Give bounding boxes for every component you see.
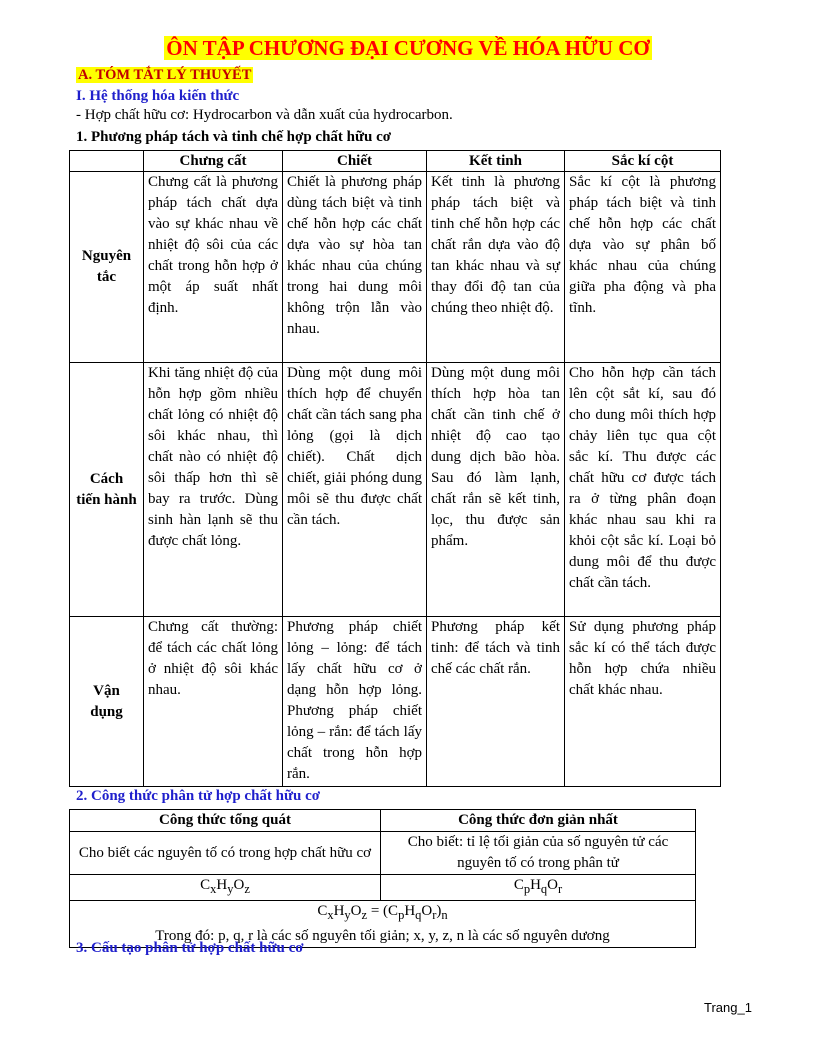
table-header-row — [70, 151, 721, 172]
page-number: Trang_1 — [704, 1000, 752, 1015]
header-simplest-formula: Công thức đơn giản nhất — [381, 810, 696, 832]
table-corner-cell — [70, 151, 144, 172]
table-row — [70, 832, 696, 875]
subheading-molecular-structure: 3. Cấu tạo phân tử hợp chất hữu cơ — [76, 940, 304, 956]
row-label-procedure: Cách tiến hành — [70, 363, 144, 617]
table-cell: Sắc kí cột là phương pháp tách biệt và tinh chế hỗn hợp các chất dựa vào sự phân bố khác nhau của chúng giữa pha động và pha tĩnh. — [565, 172, 721, 363]
general-formula-cell: $C_xH_yO_z$ — [70, 875, 381, 901]
table-cell: Phương pháp kết tinh: để tách và tinh chế các chất rắn. — [427, 617, 565, 787]
separation-methods-table — [69, 150, 721, 787]
table-cell: Chưng cất là phương pháp tách chất dựa vào sự khác nhau về nhiệt độ sôi của các chất trong hỗn hợp ở một áp suất nhất định. — [144, 172, 283, 363]
table-cell: Chưng cất thường: để tách các chất lỏng ở nhiệt độ sôi khác nhau. — [144, 617, 283, 787]
section-a-heading: A. TÓM TẮT LÝ THUYẾT — [78, 67, 252, 83]
table-cell: Phương pháp chiết lỏng – lỏng: để tách lấy chất hữu cơ ở dạng hỗn hợp lỏng. Phương pháp chiết lỏng – rắn: để tách lấy chất trong hỗn hợp rắn. — [283, 617, 427, 787]
header-distillation: Chưng cất — [144, 151, 283, 172]
molecular-formula-table — [69, 809, 696, 948]
table-cell: Cho hỗn hợp cần tách lên cột sắt kí, sau đó cho dung môi thích hợp chảy liên tục qua cột sắc kí. Thu được các chất hữu cơ được tách ra ở từng phân đoạn khác nhau sau khi ra khỏi cột sắc kí. Loại bỏ dung môi để thu được chất cần tách. — [565, 363, 721, 617]
page-title: ÔN TẬP CHƯƠNG ĐẠI CƯƠNG VỀ HÓA HỮU CƠ — [166, 36, 650, 60]
formula-relation: $C_xH_yO_z = (C_pH_qO_r)_n$ — [317, 903, 448, 922]
table-cell: Cho biết các nguyên tố có trong hợp chất hữu cơ — [70, 832, 381, 875]
table-cell: Sử dụng phương pháp sắc kí có thể tách được hỗn hợp chứa nhiều chất khác nhau. — [565, 617, 721, 787]
table-row — [70, 363, 721, 617]
table-cell: Cho biết: tỉ lệ tối giản của số nguyên tử các nguyên tố có trong phân tử — [381, 832, 696, 875]
table-cell: Chiết là phương pháp dùng tách biệt và tinh chế hỗn hợp các chất dựa vào sự hòa tan khác nhau của chúng trong hai dung môi không trộn lẫn vào nhau. — [283, 172, 427, 363]
table-row — [70, 617, 721, 787]
table-header-row — [70, 810, 696, 832]
table-cell: Dùng một dung môi thích hợp hòa tan chất cần tinh chế ở nhiệt độ cao tạo dung dịch bão hòa. Sau đó làm lạnh, chất rắn sẽ kết tinh, lọc, thu được sản phẩm. — [427, 363, 565, 617]
formula-note: Trong đó: p, q, r là các số nguyên tối giản; x, y, z, n là các số nguyên dương — [155, 928, 610, 944]
simplest-formula-cell: $C_pH_qO_r$ — [381, 875, 696, 901]
table-row — [70, 875, 696, 901]
header-general-formula: Công thức tổng quát — [70, 810, 381, 832]
table-cell: Dùng một dung môi thích hợp để chuyển chất cần tách sang pha lỏng (gọi là dịch chiết). Chất dịch chiết, giải phóng dung môi sẽ thu được chất cần tách. — [283, 363, 427, 617]
row-label-application: Vận dụng — [70, 617, 144, 787]
header-crystallization: Kết tinh — [427, 151, 565, 172]
table-cell: Khi tăng nhiệt độ của hỗn hợp gồm nhiều chất lỏng có nhiệt độ sôi khác nhau, thì chất nào có nhiệt độ sôi thấp hơn thì sẽ bay ra trước. Dùng sinh hàn lạnh sẽ thu được chất lỏng. — [144, 363, 283, 617]
table-cell: Kết tinh là phương pháp tách biệt và tinh chế hỗn hợp các chất rắn dựa vào độ tan khác nhau và sự thay đổi độ tan của chúng theo nhiệt độ. — [427, 172, 565, 363]
subheading-separation-methods: 1. Phương pháp tách và tinh chế hợp chất hữu cơ — [76, 129, 392, 145]
header-extraction: Chiết — [283, 151, 427, 172]
definition-line: - Hợp chất hữu cơ: Hydrocarbon và dẫn xuất của hydrocarbon. — [76, 107, 453, 123]
heading-system-knowledge: I. Hệ thống hóa kiến thức — [76, 88, 240, 104]
table-row — [70, 172, 721, 363]
subheading-molecular-formula: 2. Công thức phân tử hợp chất hữu cơ — [76, 788, 321, 804]
row-label-principle: Nguyên tắc — [70, 172, 144, 363]
header-column-chromatography: Sắc kí cột — [565, 151, 721, 172]
